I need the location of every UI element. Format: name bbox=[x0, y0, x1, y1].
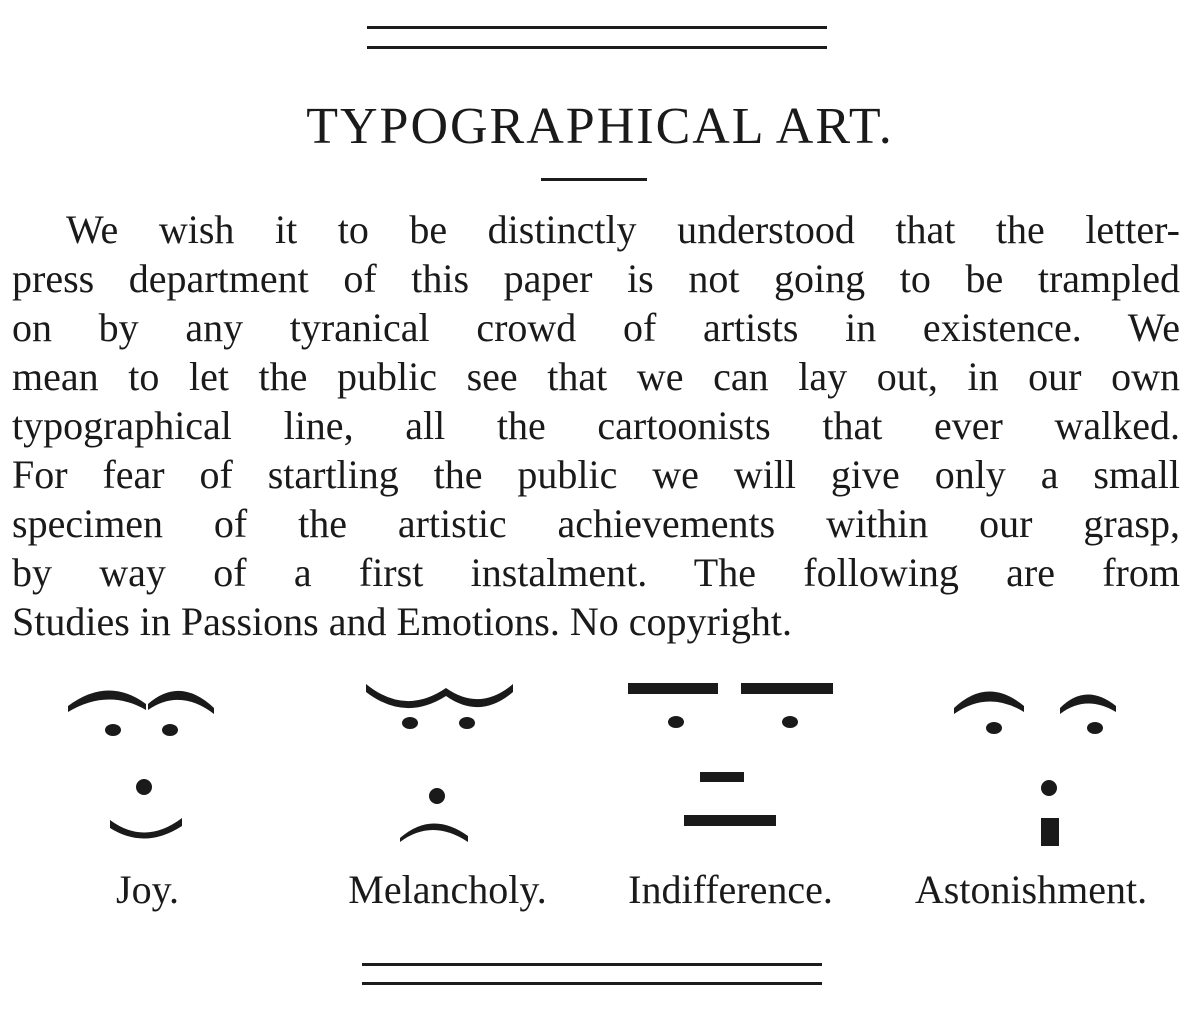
top-double-rule-lower bbox=[367, 46, 827, 49]
paragraph-line: typographical line, all the cartoonists that ever walked. bbox=[12, 403, 1180, 448]
melancholy-mouth bbox=[400, 823, 468, 842]
astonishment-mouth bbox=[1041, 818, 1059, 846]
joy-right-eye bbox=[162, 724, 178, 736]
melancholy-left-eye bbox=[402, 717, 418, 729]
indifference-face-icon bbox=[628, 683, 833, 826]
astonishment-left-eyebrow bbox=[954, 691, 1024, 714]
paragraph-line: on by any tyranical crowd of artists in existence. We bbox=[12, 305, 1180, 350]
paragraph-line: press department of this paper is not going to be trampled bbox=[12, 256, 1180, 301]
melancholy-left-eyebrow bbox=[366, 684, 446, 708]
melancholy-caption: Melancholy. bbox=[348, 867, 547, 912]
astonishment-caption: Astonishment. bbox=[914, 867, 1148, 912]
astonishment-nose bbox=[1041, 780, 1057, 796]
paragraph-line: by way of a first instalment. The following are from bbox=[12, 550, 1180, 595]
melancholy-right-eye bbox=[459, 717, 475, 729]
indifference-right-eye bbox=[782, 716, 798, 728]
article-paragraph bbox=[12, 205, 1180, 646]
indifference-mouth bbox=[684, 815, 776, 826]
astonishment-face-icon bbox=[954, 691, 1116, 846]
indifference-left-eye bbox=[668, 716, 684, 728]
melancholy-face-icon bbox=[366, 684, 513, 842]
joy-right-eyebrow bbox=[148, 691, 214, 714]
astonishment-left-eye bbox=[986, 722, 1002, 734]
joy-left-eyebrow bbox=[68, 690, 146, 712]
title-underline-rule bbox=[541, 178, 647, 181]
paragraph-line: mean to let the public see that we can lay out, in our own bbox=[12, 354, 1180, 399]
joy-nose bbox=[136, 779, 152, 795]
indifference-nose bbox=[700, 772, 744, 782]
bottom-double-rule-lower bbox=[362, 982, 822, 985]
paragraph-line: Studies in Passions and Emotions. No copyright. bbox=[12, 599, 792, 644]
joy-left-eye bbox=[105, 724, 121, 736]
joy-face-icon bbox=[68, 690, 214, 838]
joy-mouth bbox=[110, 818, 182, 839]
paragraph-line: For fear of startling the public we will give only a small bbox=[12, 452, 1180, 497]
bottom-double-rule-upper bbox=[362, 963, 822, 966]
paragraph-line: We wish it to be distinctly understood that the letter- bbox=[66, 207, 1180, 252]
melancholy-right-eyebrow bbox=[446, 684, 513, 707]
indifference-right-eyebrow bbox=[741, 683, 833, 694]
melancholy-nose bbox=[429, 788, 445, 804]
astonishment-right-eyebrow bbox=[1060, 694, 1116, 714]
paragraph-line: specimen of the artistic achievements within our grasp, bbox=[12, 501, 1180, 546]
indifference-left-eyebrow bbox=[628, 683, 718, 694]
indifference-caption: Indifference. bbox=[628, 867, 833, 912]
astonishment-right-eye bbox=[1087, 722, 1103, 734]
top-double-rule-upper bbox=[367, 26, 827, 29]
joy-caption: Joy. bbox=[116, 867, 179, 912]
page-title: TYPOGRAPHICAL ART. bbox=[306, 98, 894, 155]
